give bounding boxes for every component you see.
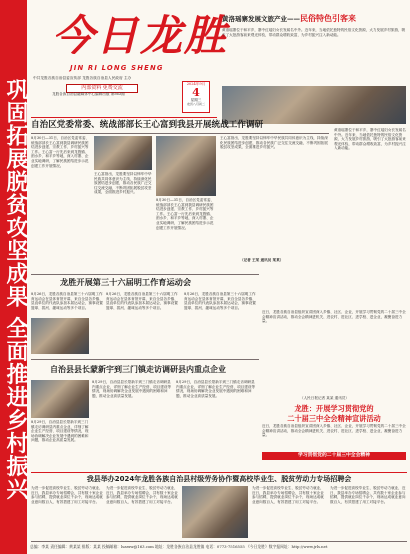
issue-date-box	[182, 81, 210, 113]
article-lead-col2: 王心富指出，龙胜要坚持以铸牢中华民族共同体意识为主线，持续深化民族团结进步创建，推动各民族广泛交往交流交融，不断巩固拓展脱贫攻坚成果，全面推进乡村振兴。	[94, 172, 152, 195]
headline-story3: 自治县县长蒙新宇到三门镇走访调研县内重点企业	[50, 365, 226, 374]
right-box-text: 近日，龙胜各族自治县组织宣讲团深入乡镇、社区、企业，开展学习贯彻党的二十届三中全会精神宣讲活动，推动全会精神进机关、进农村、进社区、进学校、进企业，凝聚奋进力量。	[262, 424, 406, 438]
headline-top-right	[222, 14, 408, 24]
masthead-logo: 今日龙胜	[52, 11, 229, 60]
article-bottom-col3: 为进一步促进高校毕业生、脱贫劳动力就业，近日，我县举办专场招聘会，共有数十家企业参与招聘，提供就业岗位千余个，现场达成就业意向数百人，有效搭建了用工对接平台。	[252, 486, 324, 504]
date-weekday: 星期三	[190, 97, 202, 102]
article-story3-col3: 8月29日，自治县县长蒙新宇到三门镇走访调研县内重点企业，详细了解企业生产经营、项目建设等情况，现场协调解决企业发展中遇到的困难和问题，推动企业高质量发展。	[176, 380, 256, 398]
article-story2-col3: 8月26日，龙胜各族自治县第三十六届明工作育运动会在县体育馆开幕，来自全县各乡镇、县直单位的代表队参加本届运动会，赛事设置篮球、拔河、趣味运动等多个项目。	[184, 292, 256, 310]
right-box-headline-2: 二十届三中全会精神宣讲活动	[287, 414, 381, 423]
right-byline: （人民日报记者 某某 通讯员）	[300, 396, 350, 400]
masthead-contact: 龙胜各族自治县融媒体中心编辑出版 第563期	[52, 92, 125, 96]
headline-top-right-main: 民俗特色引客来	[300, 14, 356, 23]
headline-story2: 龙胜开展第三十六届明工作育运动会	[60, 277, 192, 287]
date-day: 4	[192, 85, 200, 99]
footer-text: 总编：李某 责任编辑：黄某某 排版：某某 投稿邮箱：lszzxw@163.com 地址：龙胜各族自治县龙胜镇 电话：0773-7516555 《今日龙胜》数字报网址：http://www.jrls.net	[30, 544, 328, 549]
right-banner: 学习贯彻党的二十届三中全会精神	[262, 452, 406, 460]
story3-rule	[31, 359, 259, 360]
article-bottom-col4: 为进一步促进高校毕业生、脱贫劳动力就业，近日，我县举办专场招聘会，共有数十家企业参与招聘，提供就业岗位千余个，现场达成就业意向数百人，有效搭建了用工对接平台。	[330, 486, 406, 504]
story3-photo	[31, 380, 89, 418]
masthead-stamp: 内部资料 免费交流	[66, 84, 138, 93]
article-right-text-2: 近日，龙胜各族自治县组织宣讲团深入乡镇、社区、企业，开展学习贯彻党的二十届三中全会精神宣讲活动，推动全会精神进机关、进农村、进社区、进学校、进企业，凝聚奋进力量。	[262, 310, 406, 324]
article-right-text-1: 黄洛瑶寨位于和平乡，寨中红瑶妇女长发闻名中外。近年来，当地依托独特的民俗文化资源，大力发展乡村旅游，吸引了大批游客前来观光体验，带动群众增收致富，为乡村振兴注入新动能。	[334, 128, 406, 151]
date-year: 2024年9月	[186, 82, 206, 86]
right-box-story	[262, 404, 406, 468]
story2-rule	[31, 274, 259, 275]
article-lead-col1: 8月30日—31日，自治区党委常委、统战部部长王心富到我县调研民族团结进步创建、宗教工作、乡村振兴等工作。王心富一行先后来到龙胜镇、泗水乡、和平乡等地，深入村寨、企业实地调研，了解民族团结进步示范创建工作开展情况。	[31, 136, 90, 168]
lead-byline: （记者 王某 通讯员 某某）	[240, 258, 284, 262]
article-story3-col1: 8月29日，自治县县长蒙新宇到三门镇走访调研县内重点企业，详细了解企业生产经营、项目建设等情况，现场协调解决企业发展中遇到的困难和问题，推动企业高质量发展。	[31, 420, 89, 443]
masthead-pinyin: JIN RI LONG SHENG	[70, 64, 164, 72]
lead-rule	[31, 133, 329, 134]
article-lead-col3: 8月30日—31日，自治区党委常委、统战部部长王心富到我县调研民族团结进步创建、宗教工作、乡村振兴等工作。王心富一行先后来到龙胜镇、泗水乡、和平乡等地，深入村寨、企业实地调研，了解民族团结进步示范创建工作开展情况。	[156, 198, 215, 230]
lead-photo-1	[94, 136, 152, 170]
top-right-photo	[222, 86, 406, 124]
headline-lead: 自治区党委常委、统战部部长王心富到我县开展统战工作调研	[31, 120, 264, 130]
date-lunar: 农历八月初二	[186, 102, 205, 107]
article-bottom-col2: 为进一步促进高校毕业生、脱贫劳动力就业，近日，我县举办专场招聘会，共有数十家企业参与招聘，提供就业岗位千余个，现场达成就业意向数百人，有效搭建了用工对接平台。	[106, 486, 178, 504]
headline-bottom: 我县举办2024年龙胜各族自治县村级劳务协作暨高校毕业生、脱贫劳动力专场招聘会	[86, 475, 352, 483]
story2-photo-1	[31, 318, 89, 354]
article-story2-col1: 8月26日，龙胜各族自治县第三十六届明工作育运动会在县体育馆开幕，来自全县各乡镇、县直单位的代表队参加本届运动会，赛事设置篮球、拔河、趣味运动等多个项目。	[31, 292, 103, 310]
article-bottom-col1: 为进一步促进高校毕业生、脱贫劳动力就业，近日，我县举办专场招聘会，共有数十家企业参与招聘，提供就业岗位千余个，现场达成就业意向数百人，有效搭建了用工对接平台。	[31, 486, 103, 504]
article-lead-col4: 王心富指出，龙胜要坚持以铸牢中华民族共同体意识为主线，持续深化民族团结进步创建，推动各民族广泛交往交流交融，不断巩固拓展脱贫攻坚成果，全面推进乡村振兴。	[220, 136, 328, 150]
headline-top-right-sub: 黄洛瑶寨发展文旅产业——	[222, 15, 300, 23]
lead-photo-2	[156, 136, 216, 196]
article-story2-col2: 8月26日，龙胜各族自治县第三十六届明工作育运动会在县体育馆开幕，来自全县各乡镇、县直单位的代表队参加本届运动会，赛事设置篮球、拔河、趣味运动等多个项目。	[106, 292, 178, 310]
bottom-rule	[31, 472, 407, 473]
article-top-right-text: 黄洛瑶寨位于和平乡，寨中红瑶妇女长发闻名中外。近年来，当地依托独特的民俗文化资源，大力发展乡村旅游，吸引了大批游客前来观光体验，带动群众增收致富，为乡村振兴注入新动能。	[222, 28, 406, 37]
article-story3-col2: 8月29日，自治县县长蒙新宇到三门镇走访调研县内重点企业，详细了解企业生产经营、项目建设等情况，现场协调解决企业发展中遇到的困难和问题，推动企业高质量发展。	[92, 380, 172, 398]
masthead-sponsor: 中共龙胜各族自治县委宣传部 龙胜各族自治县人民政府 主办	[33, 76, 132, 80]
masthead-divider	[31, 117, 217, 118]
bottom-photo	[182, 486, 248, 538]
slogan-text: 巩固拓展脱贫攻坚成果 全面推进乡村振兴	[3, 77, 28, 501]
right-box-headline-1: 龙胜：开展学习贯彻党的	[294, 404, 374, 413]
